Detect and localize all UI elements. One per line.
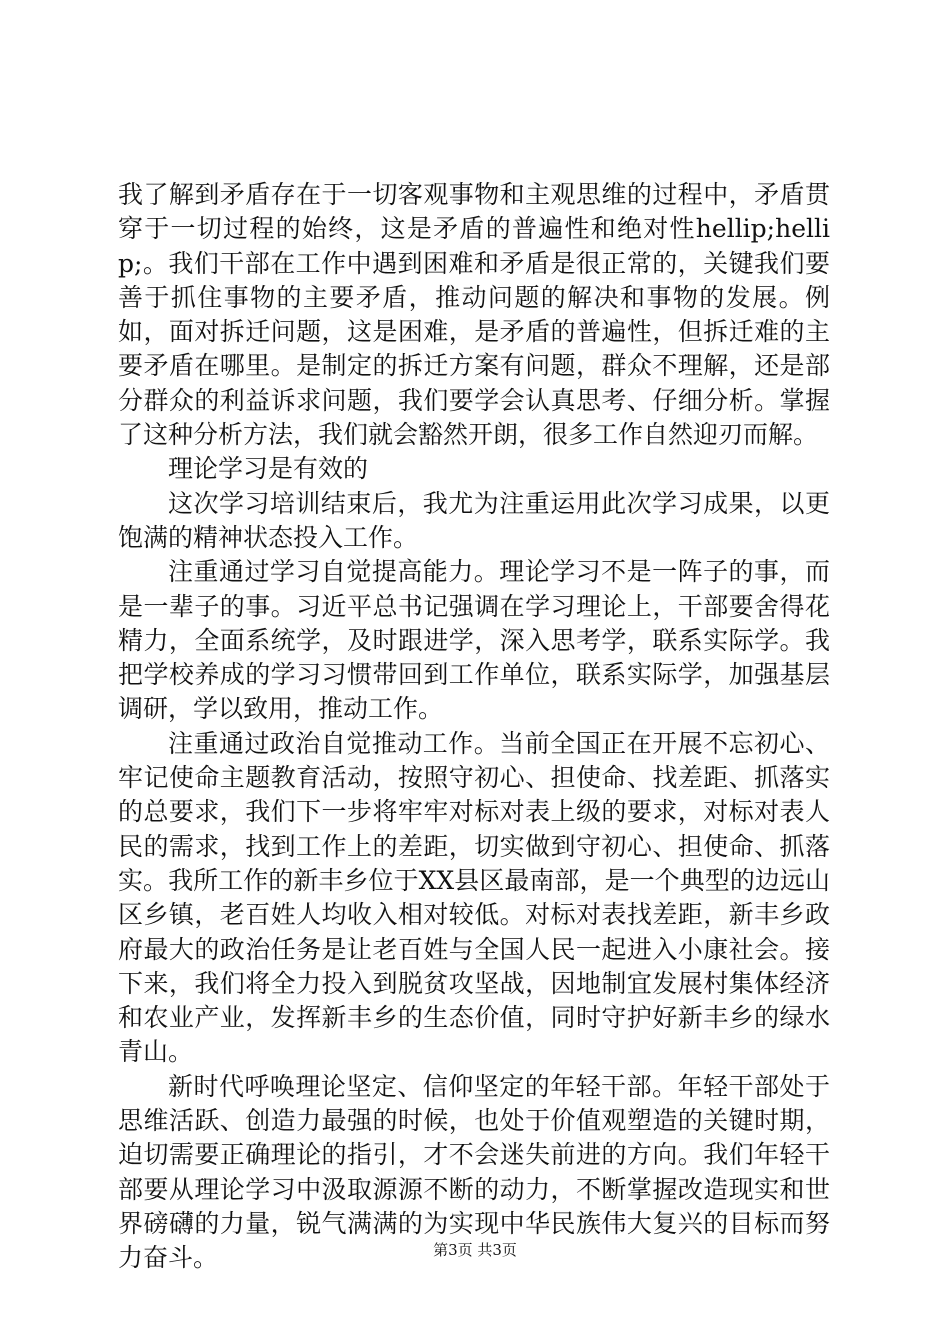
paragraph-3: 这次学习培训结束后，我尤为注重运用此次学习成果，以更饱满的精神状态投入工作。 (118, 488, 830, 552)
paragraph-1: 我了解到矛盾存在于一切客观事物和主观思维的过程中，矛盾贯穿于一切过程的始终，这是矛盾的普遍性和绝对性hellip;hellip;。我们干部在工作中遇到困难和矛盾是很正常的，关键我们要善于抓住事物的主要矛盾，推动问题的解决和事物的发展。例如，面对拆迁问题，这是困难，是矛盾的普遍性，但拆迁难的主要矛盾在哪里。是制定的拆迁方案有问题，群众不理解，还是部分群众的利益诉求问题，我们要学会认真思考、仔细分析。掌握了这种分析方法，我们就会豁然开朗，很多工作自然迎刃而解。 (118, 180, 830, 450)
paragraph-4: 注重通过学习自觉提高能力。理论学习不是一阵子的事，而是一辈子的事。习近平总书记强调在学习理论上，干部要舍得花精力，全面系统学，及时跟进学，深入思考学，联系实际学。我把学校养成的学习习惯带回到工作单位，联系实际学，加强基层调研，学以致用，推动工作。 (118, 557, 830, 724)
page-number-footer: 第3页 共3页 (433, 1241, 517, 1259)
paragraph-heading-theory-effective: 理论学习是有效的 (168, 454, 369, 484)
paragraph-6: 新时代呼唤理论坚定、信仰坚定的年轻干部。年轻干部处于思维活跃、创造力最强的时候，也处于价值观塑造的关键时期，迫切需要正确理论的指引，才不会迷失前进的方向。我们年轻干部要从理论学习中汲取源源不断的动力，不断掌握改造现实和世界磅礴的力量，锐气满满的为实现中华民族伟大复兴的目标而努力奋斗。 (118, 1071, 830, 1273)
document-body (118, 178, 830, 1276)
paragraph-5: 注重通过政治自觉推动工作。当前全国正在开展不忘初心、牢记使命主题教育活动，按照守初心、担使命、找差距、抓落实的总要求，我们下一步将牢牢对标对表上级的要求，对标对表人民的需求，找到工作上的差距，切实做到守初心、担使命、抓落实。我所工作的新丰乡位于XX县区最南部，是一个典型的边远山区乡镇，老百姓人均收入相对较低。对标对表找差距，新丰乡政府最大的政治任务是让老百姓与全国人民一起进入小康社会。接下来，我们将全力投入到脱贫攻坚战，因地制宜发展村集体经济和农业产业，发挥新丰乡的生态价值，同时守护好新丰乡的绿水青山。 (118, 728, 830, 1067)
